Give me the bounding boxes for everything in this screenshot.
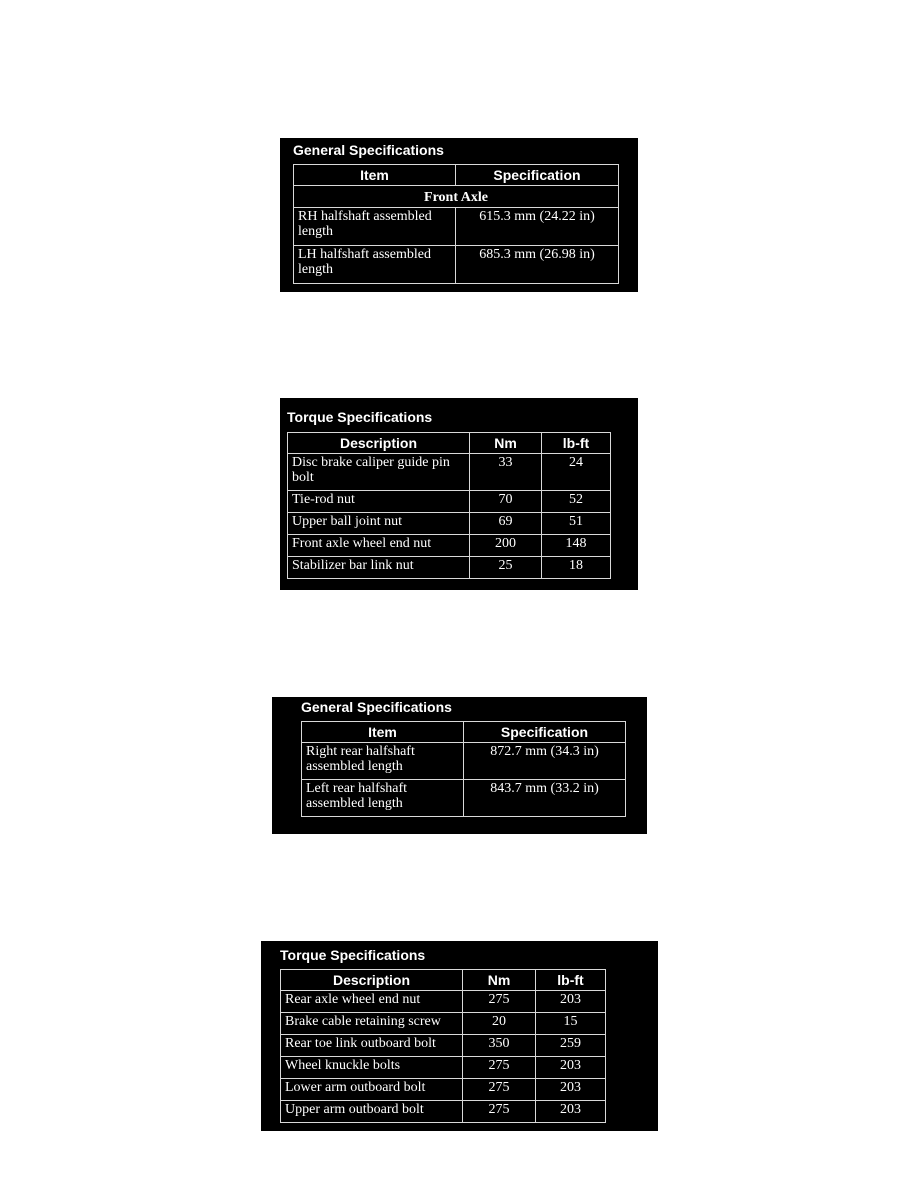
lbft-cell: 203: [536, 1057, 606, 1079]
table-row: [281, 1035, 606, 1057]
lbft-cell: 24: [542, 454, 611, 491]
front-general-spec-table: [293, 164, 619, 284]
column-header-specification: Specification: [464, 722, 626, 743]
table-row: [302, 780, 626, 817]
lbft-cell: 51: [542, 513, 611, 535]
nm-cell: 33: [470, 454, 542, 491]
column-header-description: Description: [281, 970, 463, 991]
lbft-cell: 15: [536, 1013, 606, 1035]
lbft-cell: 148: [542, 535, 611, 557]
table-header-row: [288, 433, 611, 454]
description-cell: Brake cable retaining screw: [281, 1013, 463, 1035]
table-header-row: [281, 970, 606, 991]
nm-cell: 275: [463, 1057, 536, 1079]
table-row: [294, 246, 619, 284]
front-general-spec-panel: [280, 138, 638, 292]
column-header-item: Item: [302, 722, 464, 743]
table-row: [302, 743, 626, 780]
table-row: [288, 454, 611, 491]
item-cell: Right rear halfshaft assembled length: [302, 743, 464, 780]
specification-cell: 615.3 mm (24.22 in): [456, 208, 619, 246]
lbft-cell: 52: [542, 491, 611, 513]
section-label-front-axle: Front Axle: [294, 186, 619, 208]
front-torque-spec-table: [287, 432, 611, 579]
panel-title: Torque Specifications: [280, 947, 426, 963]
description-cell: Wheel knuckle bolts: [281, 1057, 463, 1079]
column-header-specification: Specification: [456, 165, 619, 186]
description-cell: Stabilizer bar link nut: [288, 557, 470, 579]
table-row: [288, 513, 611, 535]
nm-cell: 20: [463, 1013, 536, 1035]
table-row: [288, 535, 611, 557]
panel-title: General Specifications: [293, 142, 444, 158]
description-cell: Front axle wheel end nut: [288, 535, 470, 557]
description-cell: Disc brake caliper guide pin bolt: [288, 454, 470, 491]
item-cell: RH halfshaft assembled length: [294, 208, 456, 246]
specification-cell: 843.7 mm (33.2 in): [464, 780, 626, 817]
description-cell: Lower arm outboard bolt: [281, 1079, 463, 1101]
table-row: [281, 1013, 606, 1035]
table-row: [281, 991, 606, 1013]
nm-cell: 275: [463, 1101, 536, 1123]
column-header-item: Item: [294, 165, 456, 186]
table-row: [288, 491, 611, 513]
specification-cell: 685.3 mm (26.98 in): [456, 246, 619, 284]
nm-cell: 69: [470, 513, 542, 535]
table-row: [281, 1057, 606, 1079]
column-header-lbft: lb-ft: [536, 970, 606, 991]
lbft-cell: 203: [536, 1101, 606, 1123]
description-cell: Tie-rod nut: [288, 491, 470, 513]
table-header-row: [302, 722, 626, 743]
column-header-nm: Nm: [463, 970, 536, 991]
nm-cell: 25: [470, 557, 542, 579]
panel-title: Torque Specifications: [287, 409, 433, 425]
rear-torque-spec-panel: [261, 941, 658, 1131]
column-header-description: Description: [288, 433, 470, 454]
nm-cell: 200: [470, 535, 542, 557]
section-row: [294, 186, 619, 208]
item-cell: LH halfshaft assembled length: [294, 246, 456, 284]
description-cell: Rear axle wheel end nut: [281, 991, 463, 1013]
panel-title: General Specifications: [301, 699, 452, 715]
description-cell: Upper arm outboard bolt: [281, 1101, 463, 1123]
rear-general-spec-panel: [272, 697, 647, 834]
nm-cell: 350: [463, 1035, 536, 1057]
table-row: [281, 1101, 606, 1123]
lbft-cell: 203: [536, 1079, 606, 1101]
table-row: [288, 557, 611, 579]
table-row: [281, 1079, 606, 1101]
rear-general-spec-table: [301, 721, 626, 817]
column-header-nm: Nm: [470, 433, 542, 454]
description-cell: Upper ball joint nut: [288, 513, 470, 535]
front-torque-spec-panel: [280, 398, 638, 590]
table-row: [294, 208, 619, 246]
lbft-cell: 259: [536, 1035, 606, 1057]
column-header-lbft: lb-ft: [542, 433, 611, 454]
nm-cell: 275: [463, 1079, 536, 1101]
nm-cell: 275: [463, 991, 536, 1013]
table-header-row: [294, 165, 619, 186]
item-cell: Left rear halfshaft assembled length: [302, 780, 464, 817]
lbft-cell: 18: [542, 557, 611, 579]
specification-cell: 872.7 mm (34.3 in): [464, 743, 626, 780]
rear-torque-spec-table: [280, 969, 606, 1123]
nm-cell: 70: [470, 491, 542, 513]
lbft-cell: 203: [536, 991, 606, 1013]
description-cell: Rear toe link outboard bolt: [281, 1035, 463, 1057]
